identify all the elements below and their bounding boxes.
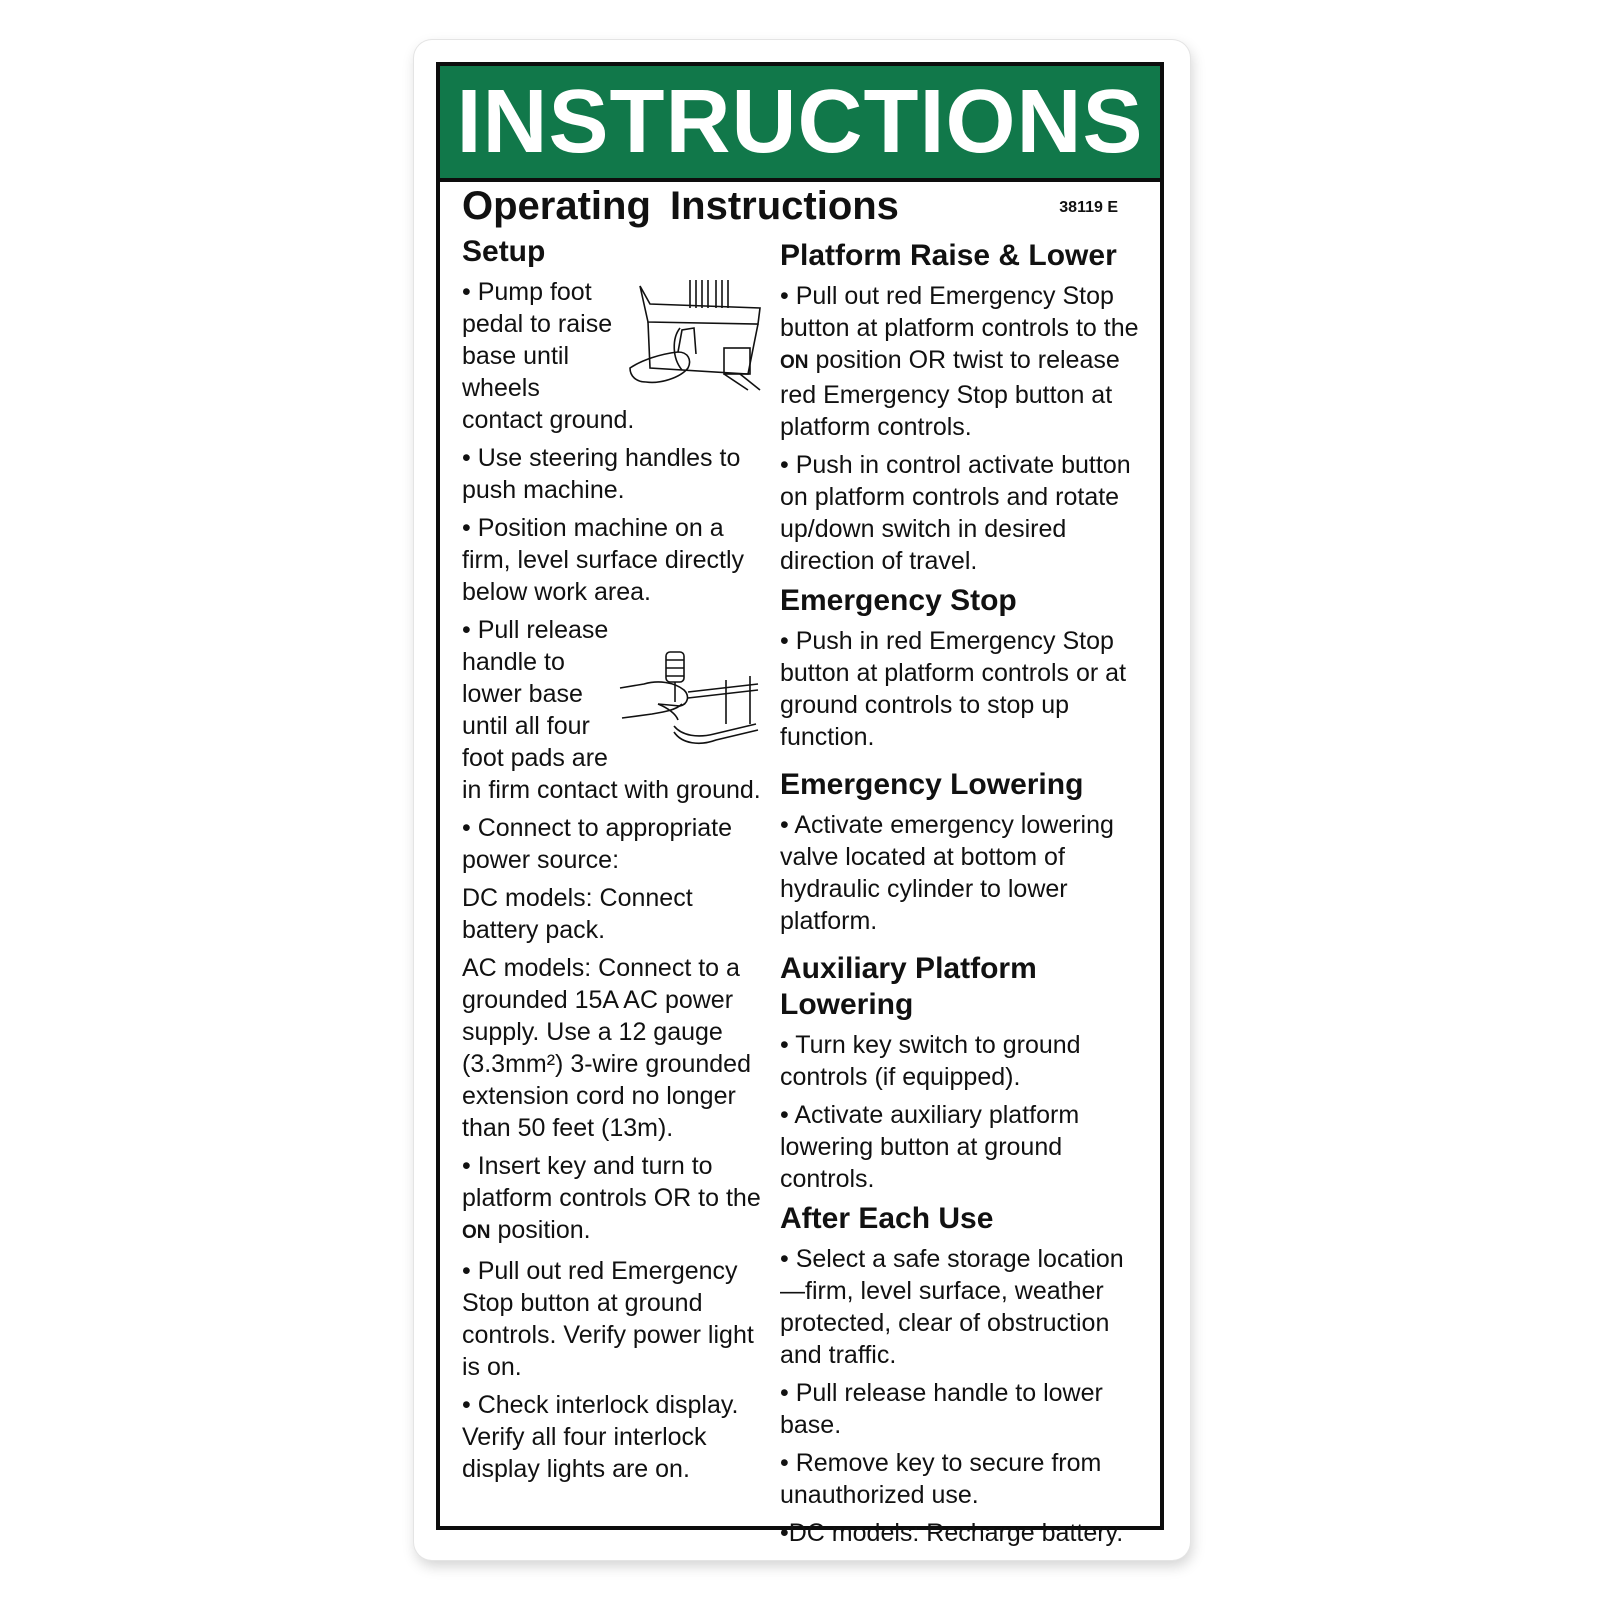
emergency-lowering-step: • Activate emergency lowering valve located at bottom of hydraulic cylinder to lower platform.: [780, 811, 1114, 935]
header-title: INSTRUCTIONS: [456, 71, 1144, 172]
raise-lower-step-estop: [780, 280, 1144, 443]
setup-heading: Setup: [462, 235, 546, 268]
after-use-step-storage: • Select a safe storage location—firm, level surface, weather protected, clear of obstruction and traffic.: [780, 1245, 1124, 1369]
label-code: 38119 E: [1059, 199, 1118, 216]
setup-step-power: • Connect to appropriate power source:: [462, 814, 733, 874]
setup-step-interlock: • Check interlock display. Verify all four interlock display lights are on.: [462, 1391, 739, 1483]
on-word: ON: [780, 352, 809, 373]
emergency-stop-heading: Emergency Stop: [780, 584, 1017, 617]
setup-step-estop: • Pull out red Emergency Stop button at ground controls. Verify power light is on.: [462, 1257, 754, 1381]
setup-step-steering: • Use steering handles to push machine.: [462, 444, 741, 504]
setup-step-position: • Position machine on a firm, level surface directly below work area.: [462, 514, 745, 606]
release-handle-illustration: [618, 644, 768, 756]
page-subtitle: Operating Instructions: [462, 184, 899, 228]
setup-step-pump-text: • Pump foot pedal to raise base until wheels contact ground.: [462, 278, 635, 434]
setup-step-key-text-end: position.: [497, 1216, 591, 1244]
setup-step-dc: DC models: Connect battery pack.: [462, 884, 693, 944]
raise-lower-step-activate: • Push in control activate button on platform controls and rotate up/down switch in desired direction of travel.: [780, 451, 1131, 575]
emergency-stop-step: • Push in red Emergency Stop button at platform controls or at ground controls to stop up function.: [780, 627, 1127, 751]
instruction-label: [436, 62, 1164, 1547]
after-use-step-handle: • Pull release handle to lower base.: [780, 1379, 1103, 1439]
raise-lower-step-estop-text-end: position OR twist to release red Emergency Stop button at platform controls.: [780, 346, 1120, 441]
after-use-step-key: • Remove key to secure from unauthorized use.: [780, 1449, 1102, 1509]
setup-step-release-text: • Pull release handle to lower base until all four foot pads are in firm contact with ground.: [462, 616, 761, 804]
after-use-heading: After Each Use: [780, 1202, 994, 1235]
setup-step-release: [462, 614, 768, 806]
setup-step-key: [462, 1150, 768, 1249]
setup-step-ac: AC models: Connect to a grounded 15A AC power supply. Use a 12 gauge (3.3mm²) 3-wire grounded extension cord no longer than 50 feet (13m).: [462, 954, 751, 1142]
header-banner: [440, 66, 1160, 182]
raise-lower-heading: Platform Raise & Lower: [780, 239, 1117, 272]
aux-lowering-step-key: • Turn key switch to ground controls (if equipped).: [780, 1031, 1081, 1091]
left-column: [462, 234, 768, 1491]
aux-lowering-heading: Auxiliary Platform Lowering: [780, 952, 1037, 1021]
aux-lowering-step-button: • Activate auxiliary platform lowering button at ground controls.: [780, 1101, 1080, 1193]
setup-step-key-text: • Insert key and turn to platform controls OR to the: [462, 1152, 761, 1212]
right-column: [780, 234, 1144, 1555]
emergency-lowering-heading: Emergency Lowering: [780, 768, 1084, 801]
setup-step-pump: [462, 276, 768, 436]
on-word: ON: [462, 1222, 491, 1243]
after-use-step-recharge: •DC models: Recharge battery.: [780, 1519, 1124, 1547]
raise-lower-step-estop-text: • Pull out red Emergency Stop button at platform controls to the: [780, 282, 1139, 342]
foot-pedal-illustration: [620, 278, 768, 394]
